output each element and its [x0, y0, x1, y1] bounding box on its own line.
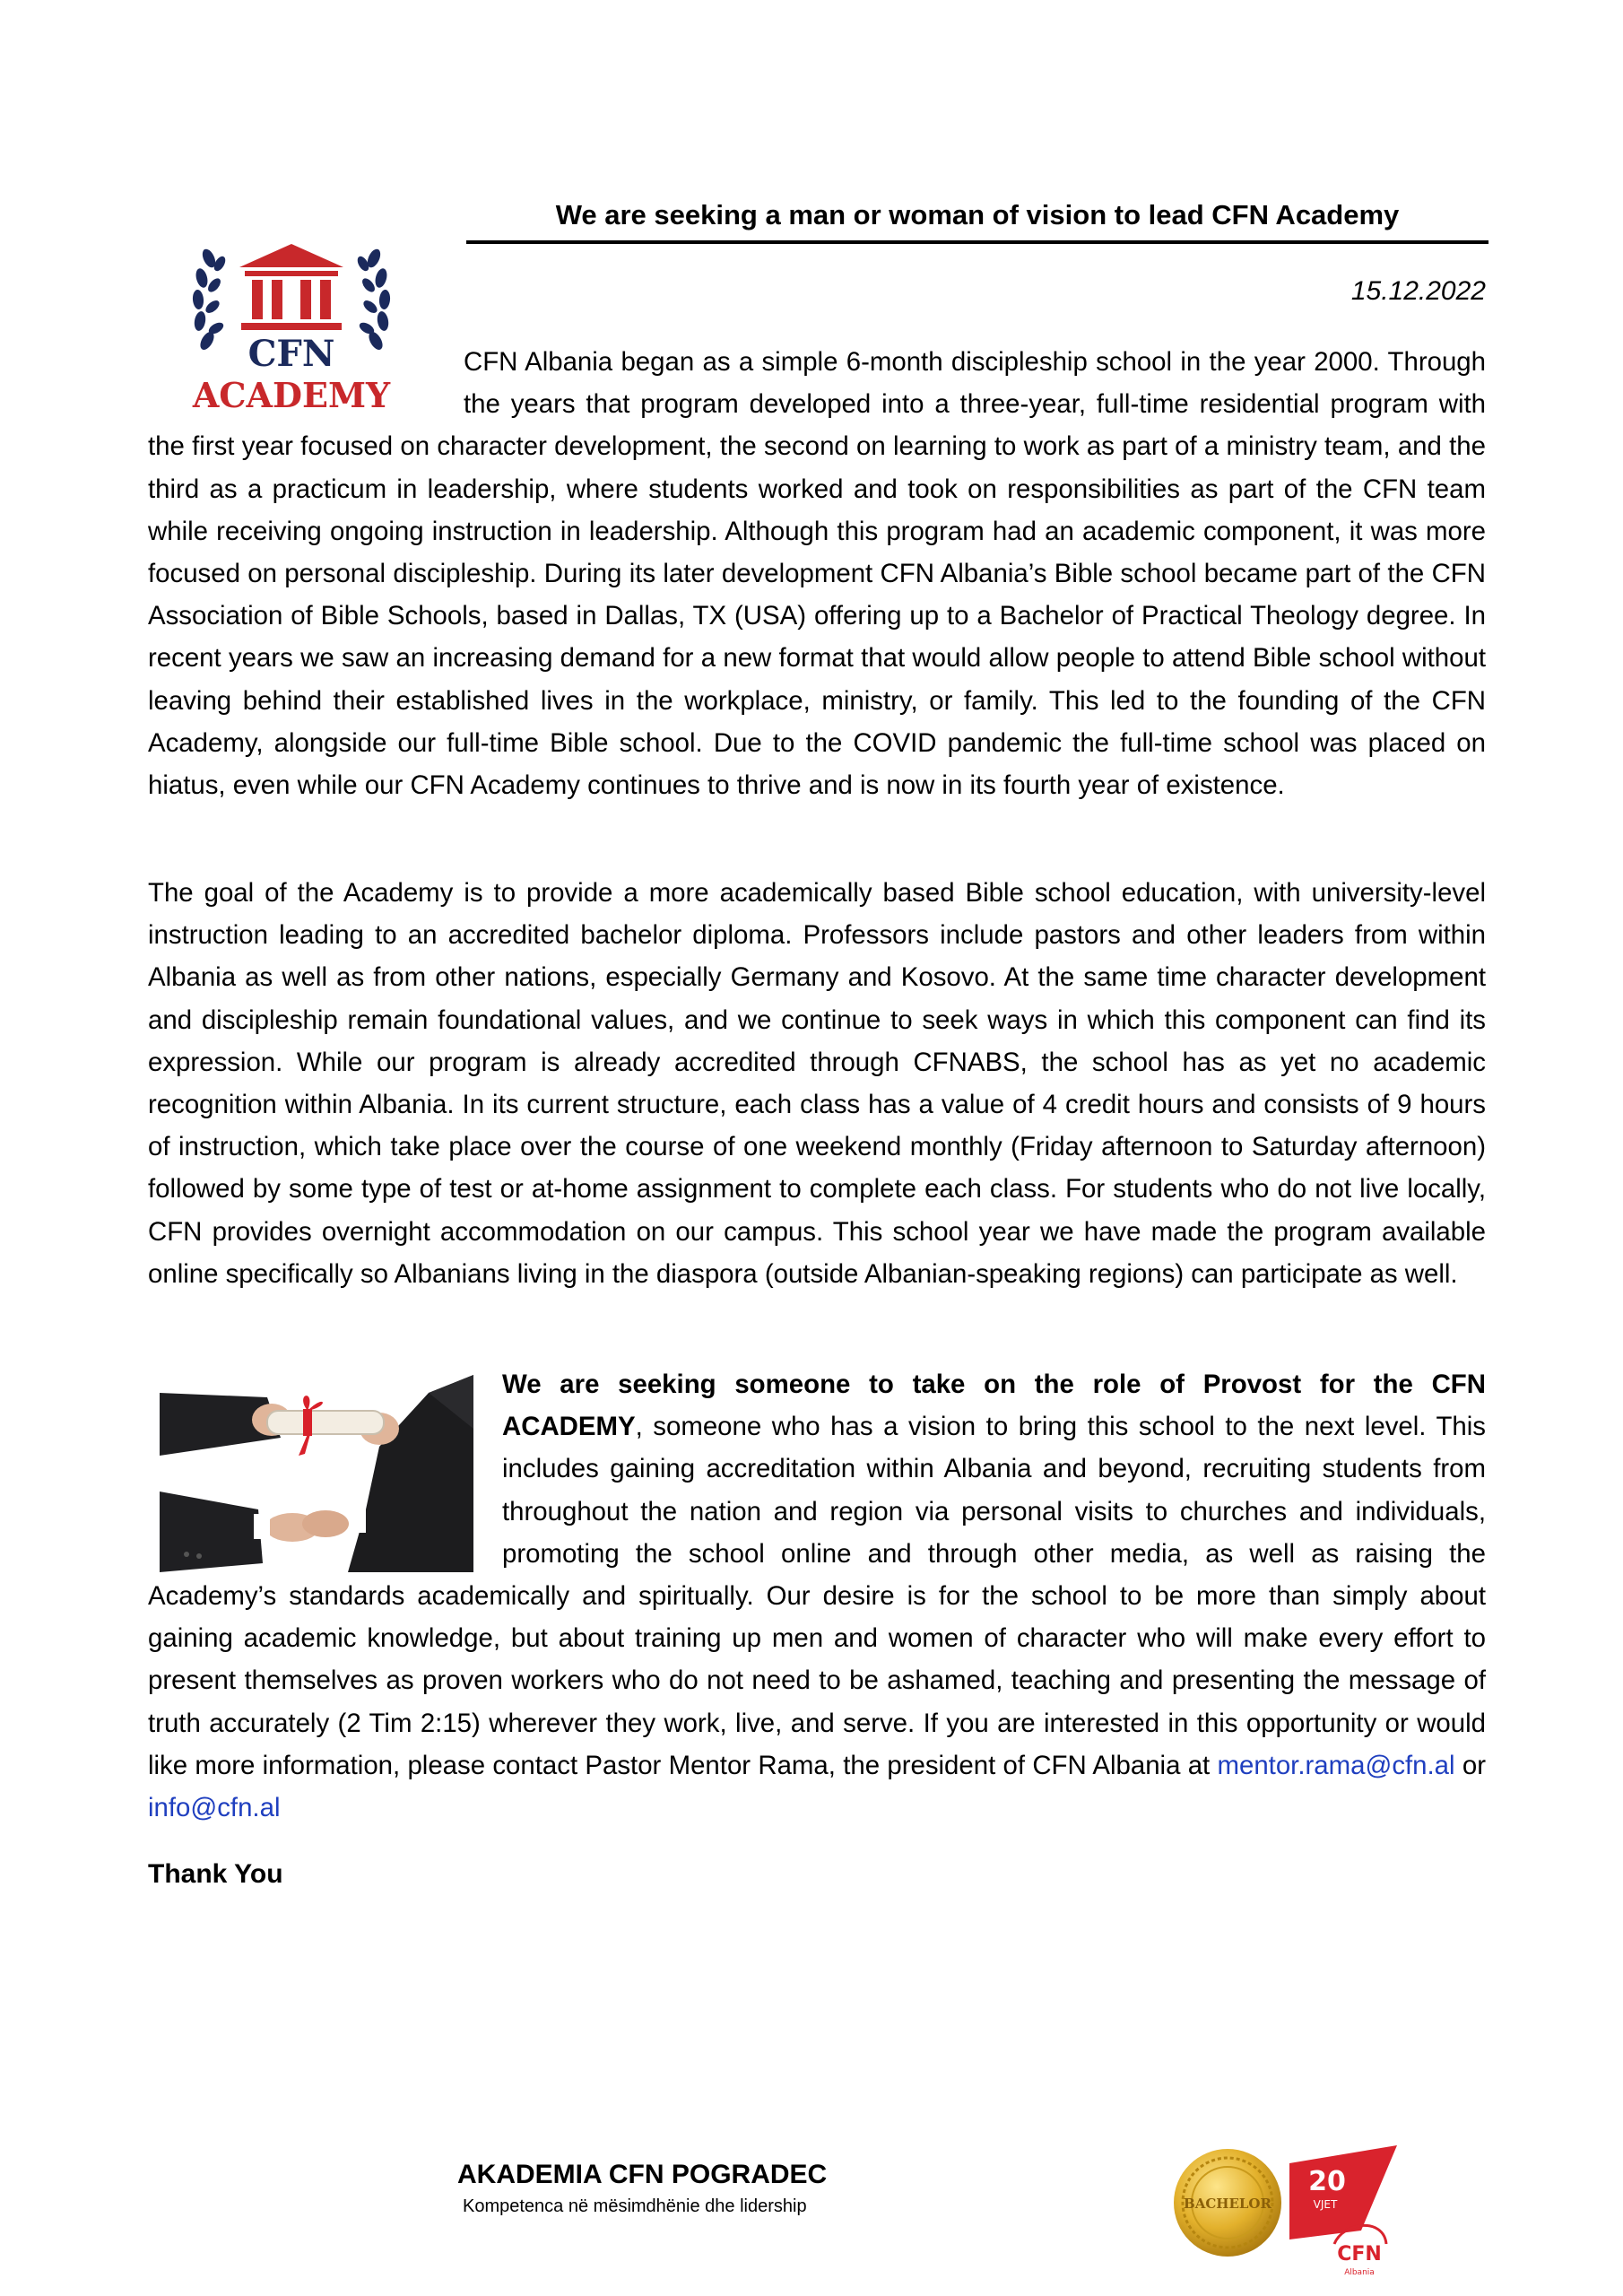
laurel-right-icon — [355, 247, 391, 352]
letter-date: 15.12.2022 — [1350, 276, 1486, 306]
provost-heading: We are seeking someone to take on the role of Provost for the CFN ACADEMY — [502, 1370, 1486, 1442]
badge-word: VJET — [1313, 2198, 1338, 2211]
paragraph-goal — [148, 872, 1486, 1295]
closing-thank-you: Thank You — [148, 1859, 283, 1889]
email-link-info[interactable]: info@cfn.al — [148, 1793, 281, 1823]
or-text: or — [1454, 1750, 1486, 1780]
building-icon — [239, 244, 343, 330]
provost-body: , someone who has a vision to bring this school to the next level. This includes gaining accreditation within Albania and beyond, recruiting students from throughout the nation and region via personal visits to churches and individuals, promoting the school online and through other media, as well as raising the Academy’s standards academically and spiritually. Our desire is for the school to be more than simply about gaining academic knowledge, but about training up men and women of character who will make every effort to present themselves as proven workers who do not need to be ashamed, teaching and presenting the message of truth accurately (2 Tim 2:15) wherever they work, live, and serve. If you are interested in this opportunity or would like more information, please contact Pastor Mentor Rama, the president of CFN Albania at — [148, 1412, 1486, 1780]
cfn-20-years-badge-icon — [1280, 2145, 1406, 2280]
badge-country: Albania — [1344, 2268, 1375, 2277]
paragraph-history-text: CFN Albania began as a simple 6-month discipleship school in the year 2000. Through the years that program developed into a three-year, full-time residential program with the first year focused on character development, the second on learning to work as part of a ministry team, and the third as a practicum in leadership, where students worked and took on responsibilities as part of the CFN team while receiving ongoing instruction in leadership. Although this program had an academic component, it was more focused on personal discipleship. During its later development CFN Albania’s Bible school became part of the CFN Association of Bible Schools, based in Dallas, TX (USA) offering up to a Bachelor of Practical Theology degree. In recent years we saw an increasing demand for a new format that would allow people to attend Bible school without leaving behind their established lives in the workplace, ministry, or family. This led to the founding of the CFN Academy, alongside our full-time Bible school. Due to the COVID pandemic the full-time school was placed on hiatus, even while our CFN Academy continues to thrive and is now in its fourth year of existence. — [148, 347, 1486, 801]
bachelor-seal-icon — [1170, 2145, 1285, 2260]
laurel-left-icon — [192, 247, 228, 352]
paragraph-history — [148, 341, 1486, 806]
footer-title: AKADEMIA CFN POGRADEC — [457, 2160, 828, 2189]
seal-text: BACHELOR — [1184, 2196, 1271, 2212]
footer-subtitle: Kompetenca në mësimdhënie dhe lidership — [463, 2196, 807, 2216]
headline-rule — [466, 240, 1488, 244]
paragraph-goal-text: The goal of the Academy is to provide a more academically based Bible school education, with university-level instruction leading to an accredited bachelor diploma. Professors include pastors and other leaders from within Albania as well as from other nations, especially Germany and Kosovo. At the same time character development and discipleship remain foundational values, and we continue to seek ways in which this component can find its expression. While our program is already accredited through CFNABS, the school has as yet no academic recognition within Albania. In its current structure, each class has a value of 4 credit hours and consists of 9 hours of instruction, which take place over the course of one weekend monthly (Friday afternoon to Saturday afternoon) followed by some type of test or at-home assignment to complete each class. For students who do not live locally, CFN provides overnight accommodation on our campus. This school year we have made the program available online specifically so Albanians living in the diaspora (outside Albanian-speaking regions) can participate as well. — [148, 878, 1486, 1289]
headline: We are seeking a man or woman of vision to lead CFN Academy — [555, 199, 1400, 230]
badge-number: 20 — [1308, 2166, 1346, 2197]
logo-text-academy: ACADEMY — [192, 375, 391, 415]
paragraph-provost — [148, 1363, 1486, 1829]
logo-text-cfn: CFN — [247, 333, 335, 375]
badge-brand: CFN — [1337, 2243, 1382, 2266]
email-link-mentor[interactable]: mentor.rama@cfn.al — [1217, 1750, 1455, 1780]
